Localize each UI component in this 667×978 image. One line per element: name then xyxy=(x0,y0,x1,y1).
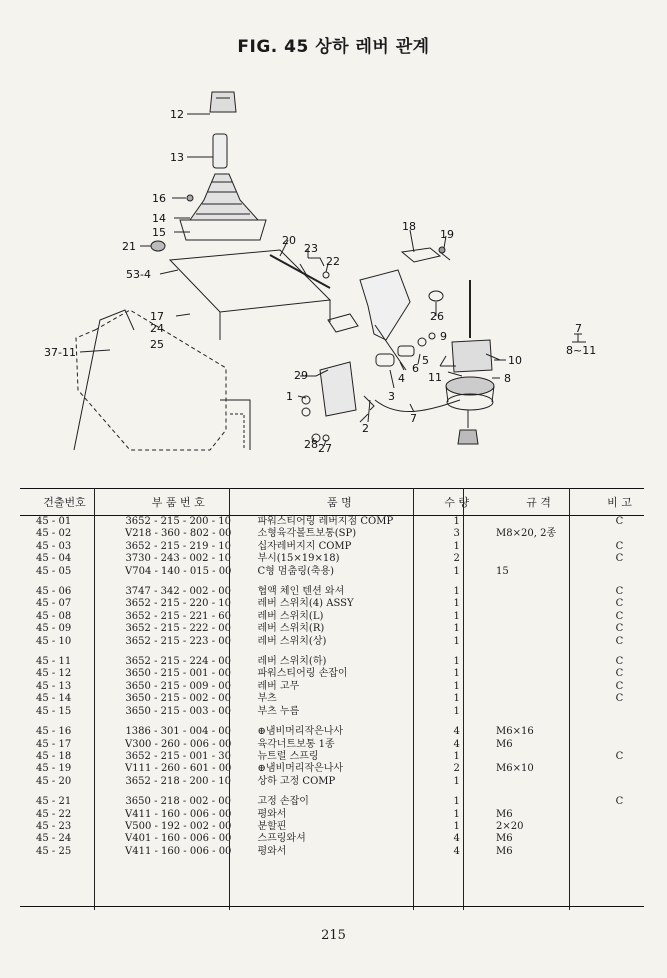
table-row xyxy=(20,739,644,751)
cell-spec: M6 xyxy=(496,845,513,857)
page-number: 215 xyxy=(321,928,346,943)
page-title: FIG. 45 상하 레버 관계 xyxy=(237,37,430,57)
cell-number: 45 - 18 xyxy=(36,750,72,762)
callout-18: 18 xyxy=(402,220,416,233)
callout-8-11: 8~11 xyxy=(566,344,597,357)
cell-spec: M6×16 xyxy=(496,726,534,738)
cell-note: C xyxy=(615,680,624,692)
callout-24: 24 xyxy=(150,322,164,335)
cell-quantity: 1 xyxy=(453,705,460,717)
header-spec: 규 격 xyxy=(482,489,595,516)
cell-part-number: 3652 - 215 - 221 - 60 xyxy=(125,610,231,622)
cell-spec: M6 xyxy=(496,833,513,845)
table-row xyxy=(20,553,644,565)
cell-part-name: ⊕냄비머리작은나사 xyxy=(257,763,344,775)
cell-quantity: 1 xyxy=(453,586,460,598)
callout-10: 10 xyxy=(508,354,522,367)
cell-part-number: 3652 - 215 - 219 - 10 xyxy=(125,540,231,552)
cell-part-name: 상하 고정 COMP xyxy=(257,775,336,787)
cell-note xyxy=(595,833,644,845)
cell-quantity: 1 xyxy=(453,656,460,668)
cell-part-number: 3652 - 215 - 001 - 30 xyxy=(125,750,231,762)
header-number: 건출번호 xyxy=(20,489,109,516)
cell-note: C xyxy=(615,540,624,552)
cell-part-name: 스프링와셔 xyxy=(257,833,306,845)
cell-number: 45 - 16 xyxy=(36,726,72,738)
cell-part-number: 3652 - 215 - 224 - 00 xyxy=(125,656,231,668)
callout-20: 20 xyxy=(282,234,296,247)
callout-14: 14 xyxy=(152,212,166,225)
callout-29: 29 xyxy=(294,369,308,382)
cell-part-name: 평와서 xyxy=(257,808,287,820)
cell-quantity: 1 xyxy=(453,610,460,622)
cell-part-number: 3730 - 243 - 002 - 10 xyxy=(125,553,231,565)
cell-part-number: V704 - 140 - 015 - 00 xyxy=(125,565,232,577)
cell-number: 45 - 13 xyxy=(36,680,72,692)
callout-22: 22 xyxy=(326,255,340,268)
cell-quantity: 2 xyxy=(453,763,460,775)
table-row xyxy=(20,726,644,738)
group-spacer xyxy=(20,578,644,586)
cell-note: C xyxy=(615,553,624,565)
callout-53-4: 53-4 xyxy=(126,268,151,281)
table-row xyxy=(20,776,644,788)
cell-quantity: 1 xyxy=(453,565,460,577)
cell-part-name: 평와서 xyxy=(257,845,287,857)
cell-part-number: 3652 - 215 - 222 - 00 xyxy=(125,623,231,635)
cell-quantity: 1 xyxy=(453,775,460,787)
cell-note: C xyxy=(615,610,624,622)
cell-part-name: 레버 스위치(4) ASSY xyxy=(257,598,354,610)
cell-spec xyxy=(482,586,595,598)
table-row xyxy=(20,846,644,858)
cell-part-number: 3652 - 215 - 200 - 10 xyxy=(125,516,231,527)
cell-spec xyxy=(482,611,595,623)
table-bottom-rule xyxy=(20,906,644,907)
cell-number: 45 - 11 xyxy=(36,656,72,668)
cell-quantity: 4 xyxy=(453,845,460,857)
cell-number: 45 - 19 xyxy=(36,763,72,775)
cell-part-name: 분할핀 xyxy=(257,820,287,832)
cell-part-name: 레버 스위치(L) xyxy=(257,610,324,622)
cell-note xyxy=(595,821,644,833)
table-row xyxy=(20,656,644,668)
cell-part-name: 레버 스위치(상) xyxy=(257,635,327,647)
cell-number: 45 - 23 xyxy=(36,820,72,832)
cell-part-name: 고정 손잡이 xyxy=(257,796,309,808)
column-divider xyxy=(569,488,570,910)
table-row xyxy=(20,796,644,808)
cell-spec xyxy=(482,706,595,718)
cell-number: 45 - 02 xyxy=(36,528,72,540)
cell-note xyxy=(595,706,644,718)
cell-part-name: 부시(15×19×18) xyxy=(257,553,340,565)
cell-spec xyxy=(482,636,595,648)
cell-number: 45 - 20 xyxy=(36,775,72,787)
table-row xyxy=(20,751,644,763)
callout-37-11: 37-11 xyxy=(44,346,76,359)
cell-quantity: 1 xyxy=(453,598,460,610)
cell-part-number: V300 - 260 - 006 - 00 xyxy=(125,738,232,750)
cell-spec xyxy=(482,656,595,668)
cell-spec xyxy=(482,681,595,693)
column-divider xyxy=(229,488,230,910)
header-quantity: 수 량 xyxy=(431,489,482,516)
cell-quantity: 1 xyxy=(453,623,460,635)
cell-note: C xyxy=(615,668,624,680)
cell-spec xyxy=(482,796,595,808)
callout-27: 27 xyxy=(318,442,332,455)
cell-part-number: 3747 - 342 - 002 - 00 xyxy=(125,586,231,598)
group-spacer xyxy=(20,648,644,656)
cell-part-name: 레버 스위치(R) xyxy=(257,623,325,635)
cell-spec: M8×20, 2종 xyxy=(496,528,557,540)
cell-part-number: 3650 - 218 - 002 - 00 xyxy=(125,796,231,808)
callout-9: 9 xyxy=(440,330,447,343)
table-row xyxy=(20,821,644,833)
cell-part-name: 파워스티어링 손잡이 xyxy=(257,668,348,680)
callout-26: 26 xyxy=(430,310,444,323)
diagram-svg xyxy=(30,70,640,470)
callout-3: 3 xyxy=(388,390,395,403)
callout-13: 13 xyxy=(170,151,184,164)
callout-1: 1 xyxy=(286,390,293,403)
cell-part-number: 3650 - 215 - 003 - 00 xyxy=(125,705,231,717)
cell-quantity: 3 xyxy=(453,528,460,540)
callout-8: 8 xyxy=(504,372,511,385)
cell-spec xyxy=(482,553,595,565)
cell-number: 45 - 05 xyxy=(36,565,72,577)
cell-spec: M6 xyxy=(496,738,513,750)
cell-spec xyxy=(482,516,595,529)
cell-spec xyxy=(482,623,595,635)
cell-number: 45 - 09 xyxy=(36,623,72,635)
cell-number: 45 - 10 xyxy=(36,635,72,647)
group-spacer xyxy=(20,788,644,796)
table-row xyxy=(20,623,644,635)
cell-part-number: 3652 - 215 - 223 - 00 xyxy=(125,635,231,647)
cell-part-number: 3652 - 218 - 200 - 10 xyxy=(125,775,231,787)
cell-part-number: V401 - 160 - 006 - 00 xyxy=(125,833,232,845)
cell-quantity: 1 xyxy=(453,635,460,647)
cell-part-name: 십자레버지지 COMP xyxy=(257,540,352,552)
cell-quantity: 2 xyxy=(453,553,460,565)
table-row xyxy=(20,681,644,693)
table-row xyxy=(20,528,644,540)
cell-quantity: 1 xyxy=(453,750,460,762)
cell-spec xyxy=(482,776,595,788)
cell-part-name: ⊕냄비머리작은나사 xyxy=(257,726,344,738)
cell-number: 45 - 03 xyxy=(36,540,72,552)
cell-number: 45 - 04 xyxy=(36,553,72,565)
column-divider xyxy=(413,488,414,910)
callout-11: 11 xyxy=(428,371,442,384)
cell-part-number: V411 - 160 - 006 - 00 xyxy=(125,845,232,857)
cell-number: 45 - 25 xyxy=(36,845,72,857)
cell-spec: M6×10 xyxy=(496,763,534,775)
cell-part-name: 육각너트보통 1종 xyxy=(257,738,335,750)
table-row xyxy=(20,636,644,648)
cell-note xyxy=(595,776,644,788)
cell-spec xyxy=(482,693,595,705)
cell-spec: 15 xyxy=(496,565,509,577)
callout-7-right: 7 xyxy=(575,322,582,335)
cell-quantity: 1 xyxy=(453,693,460,705)
cell-part-number: V218 - 360 - 802 - 00 xyxy=(125,528,232,540)
cell-part-number: 3650 - 215 - 002 - 00 xyxy=(125,693,231,705)
callout-4: 4 xyxy=(398,372,405,385)
cell-quantity: 1 xyxy=(453,540,460,552)
cell-note xyxy=(595,763,644,775)
callout-23: 23 xyxy=(304,242,318,255)
table-row xyxy=(20,706,644,718)
cell-spec xyxy=(482,751,595,763)
cell-number: 45 - 12 xyxy=(36,668,72,680)
cell-spec xyxy=(482,541,595,553)
cell-part-name: 레버 스위치(하) xyxy=(257,656,327,668)
cell-note: C xyxy=(615,623,624,635)
cell-quantity: 1 xyxy=(453,516,460,527)
cell-note: C xyxy=(615,750,624,762)
cell-part-name: 협액 체인 텐션 와셔 xyxy=(257,586,345,598)
cell-part-name: 레버 고무 xyxy=(257,680,300,692)
cell-part-number: 3650 - 215 - 009 - 00 xyxy=(125,680,231,692)
cell-number: 45 - 21 xyxy=(36,796,72,808)
cell-part-name: C형 멈춤링(축용) xyxy=(257,565,335,577)
cell-note: C xyxy=(615,796,624,808)
cell-part-name: 부츠 누름 xyxy=(257,705,300,717)
cell-number: 45 - 22 xyxy=(36,808,72,820)
cell-number: 45 - 15 xyxy=(36,705,72,717)
callout-17: 17 xyxy=(150,310,164,323)
callout-6: 6 xyxy=(412,362,419,375)
callout-5: 5 xyxy=(422,354,429,367)
callout-19: 19 xyxy=(440,228,454,241)
table-row xyxy=(20,541,644,553)
cell-quantity: 4 xyxy=(453,738,460,750)
cell-part-number: V411 - 160 - 006 - 00 xyxy=(125,808,232,820)
table-row xyxy=(20,833,644,845)
table-row xyxy=(20,763,644,775)
table-row xyxy=(20,693,644,705)
cell-note: C xyxy=(615,586,624,598)
table-row xyxy=(20,611,644,623)
cell-part-number: 1386 - 301 - 004 - 00 xyxy=(125,726,231,738)
cell-part-number: V111 - 260 - 601 - 00 xyxy=(125,763,232,775)
cell-number: 45 - 24 xyxy=(36,833,72,845)
cell-part-name: 뉴트럴 스프링 xyxy=(257,750,319,762)
cell-note xyxy=(595,846,644,858)
cell-quantity: 1 xyxy=(453,668,460,680)
cell-part-name: 부츠 xyxy=(257,693,277,705)
callout-2: 2 xyxy=(362,422,369,435)
table-header-row xyxy=(20,489,644,516)
callout-12: 12 xyxy=(170,108,184,121)
callout-25: 25 xyxy=(150,338,164,351)
cell-spec xyxy=(482,668,595,680)
exploded-parts-diagram xyxy=(30,70,640,470)
cell-note: C xyxy=(615,516,624,527)
table-row xyxy=(20,668,644,680)
header-part-number: 부 품 번 호 xyxy=(109,489,247,516)
cell-number: 45 - 14 xyxy=(36,693,72,705)
callout-16: 16 xyxy=(152,192,166,205)
table-row xyxy=(20,809,644,821)
cell-note xyxy=(595,528,644,540)
table-row xyxy=(20,598,644,610)
callout-21: 21 xyxy=(122,240,136,253)
cell-note xyxy=(595,809,644,821)
cell-note: C xyxy=(615,598,624,610)
cell-part-name: 소형육각볼트보통(SP) xyxy=(257,528,357,540)
cell-spec: 2×20 xyxy=(496,820,524,832)
table-row xyxy=(20,586,644,598)
cell-part-number: 3650 - 215 - 001 - 00 xyxy=(125,668,231,680)
cell-number: 45 - 07 xyxy=(36,598,72,610)
cell-note: C xyxy=(615,635,624,647)
cell-number: 45 - 17 xyxy=(36,738,72,750)
cell-part-number: V500 - 192 - 002 - 00 xyxy=(125,820,232,832)
cell-quantity: 1 xyxy=(453,796,460,808)
cell-quantity: 1 xyxy=(453,808,460,820)
callout-28: 28 xyxy=(304,438,318,451)
cell-quantity: 1 xyxy=(453,680,460,692)
cell-number: 45 - 08 xyxy=(36,610,72,622)
cell-quantity: 4 xyxy=(453,833,460,845)
cell-note xyxy=(595,726,644,738)
table-row xyxy=(20,566,644,578)
callout-7: 7 xyxy=(410,412,417,425)
parts-table-body xyxy=(20,516,644,859)
cell-note: C xyxy=(615,656,624,668)
cell-spec xyxy=(482,598,595,610)
cell-note xyxy=(595,566,644,578)
table-row xyxy=(20,516,644,529)
header-note: 비 고 xyxy=(595,489,644,516)
column-divider xyxy=(463,488,464,910)
cell-quantity: 4 xyxy=(453,726,460,738)
parts-table xyxy=(20,488,644,858)
cell-part-name: 파워스티어링 레버지점 COMP xyxy=(257,516,394,527)
cell-note: C xyxy=(615,693,624,705)
cell-number: 45 - 06 xyxy=(36,586,72,598)
header-part-name: 품 명 xyxy=(247,489,431,516)
cell-spec: M6 xyxy=(496,808,513,820)
callout-15: 15 xyxy=(152,226,166,239)
cell-note xyxy=(595,739,644,751)
column-divider xyxy=(94,488,95,910)
group-spacer xyxy=(20,718,644,726)
cell-part-number: 3652 - 215 - 220 - 10 xyxy=(125,598,231,610)
cell-number: 45 - 01 xyxy=(36,516,72,527)
cell-quantity: 1 xyxy=(453,820,460,832)
